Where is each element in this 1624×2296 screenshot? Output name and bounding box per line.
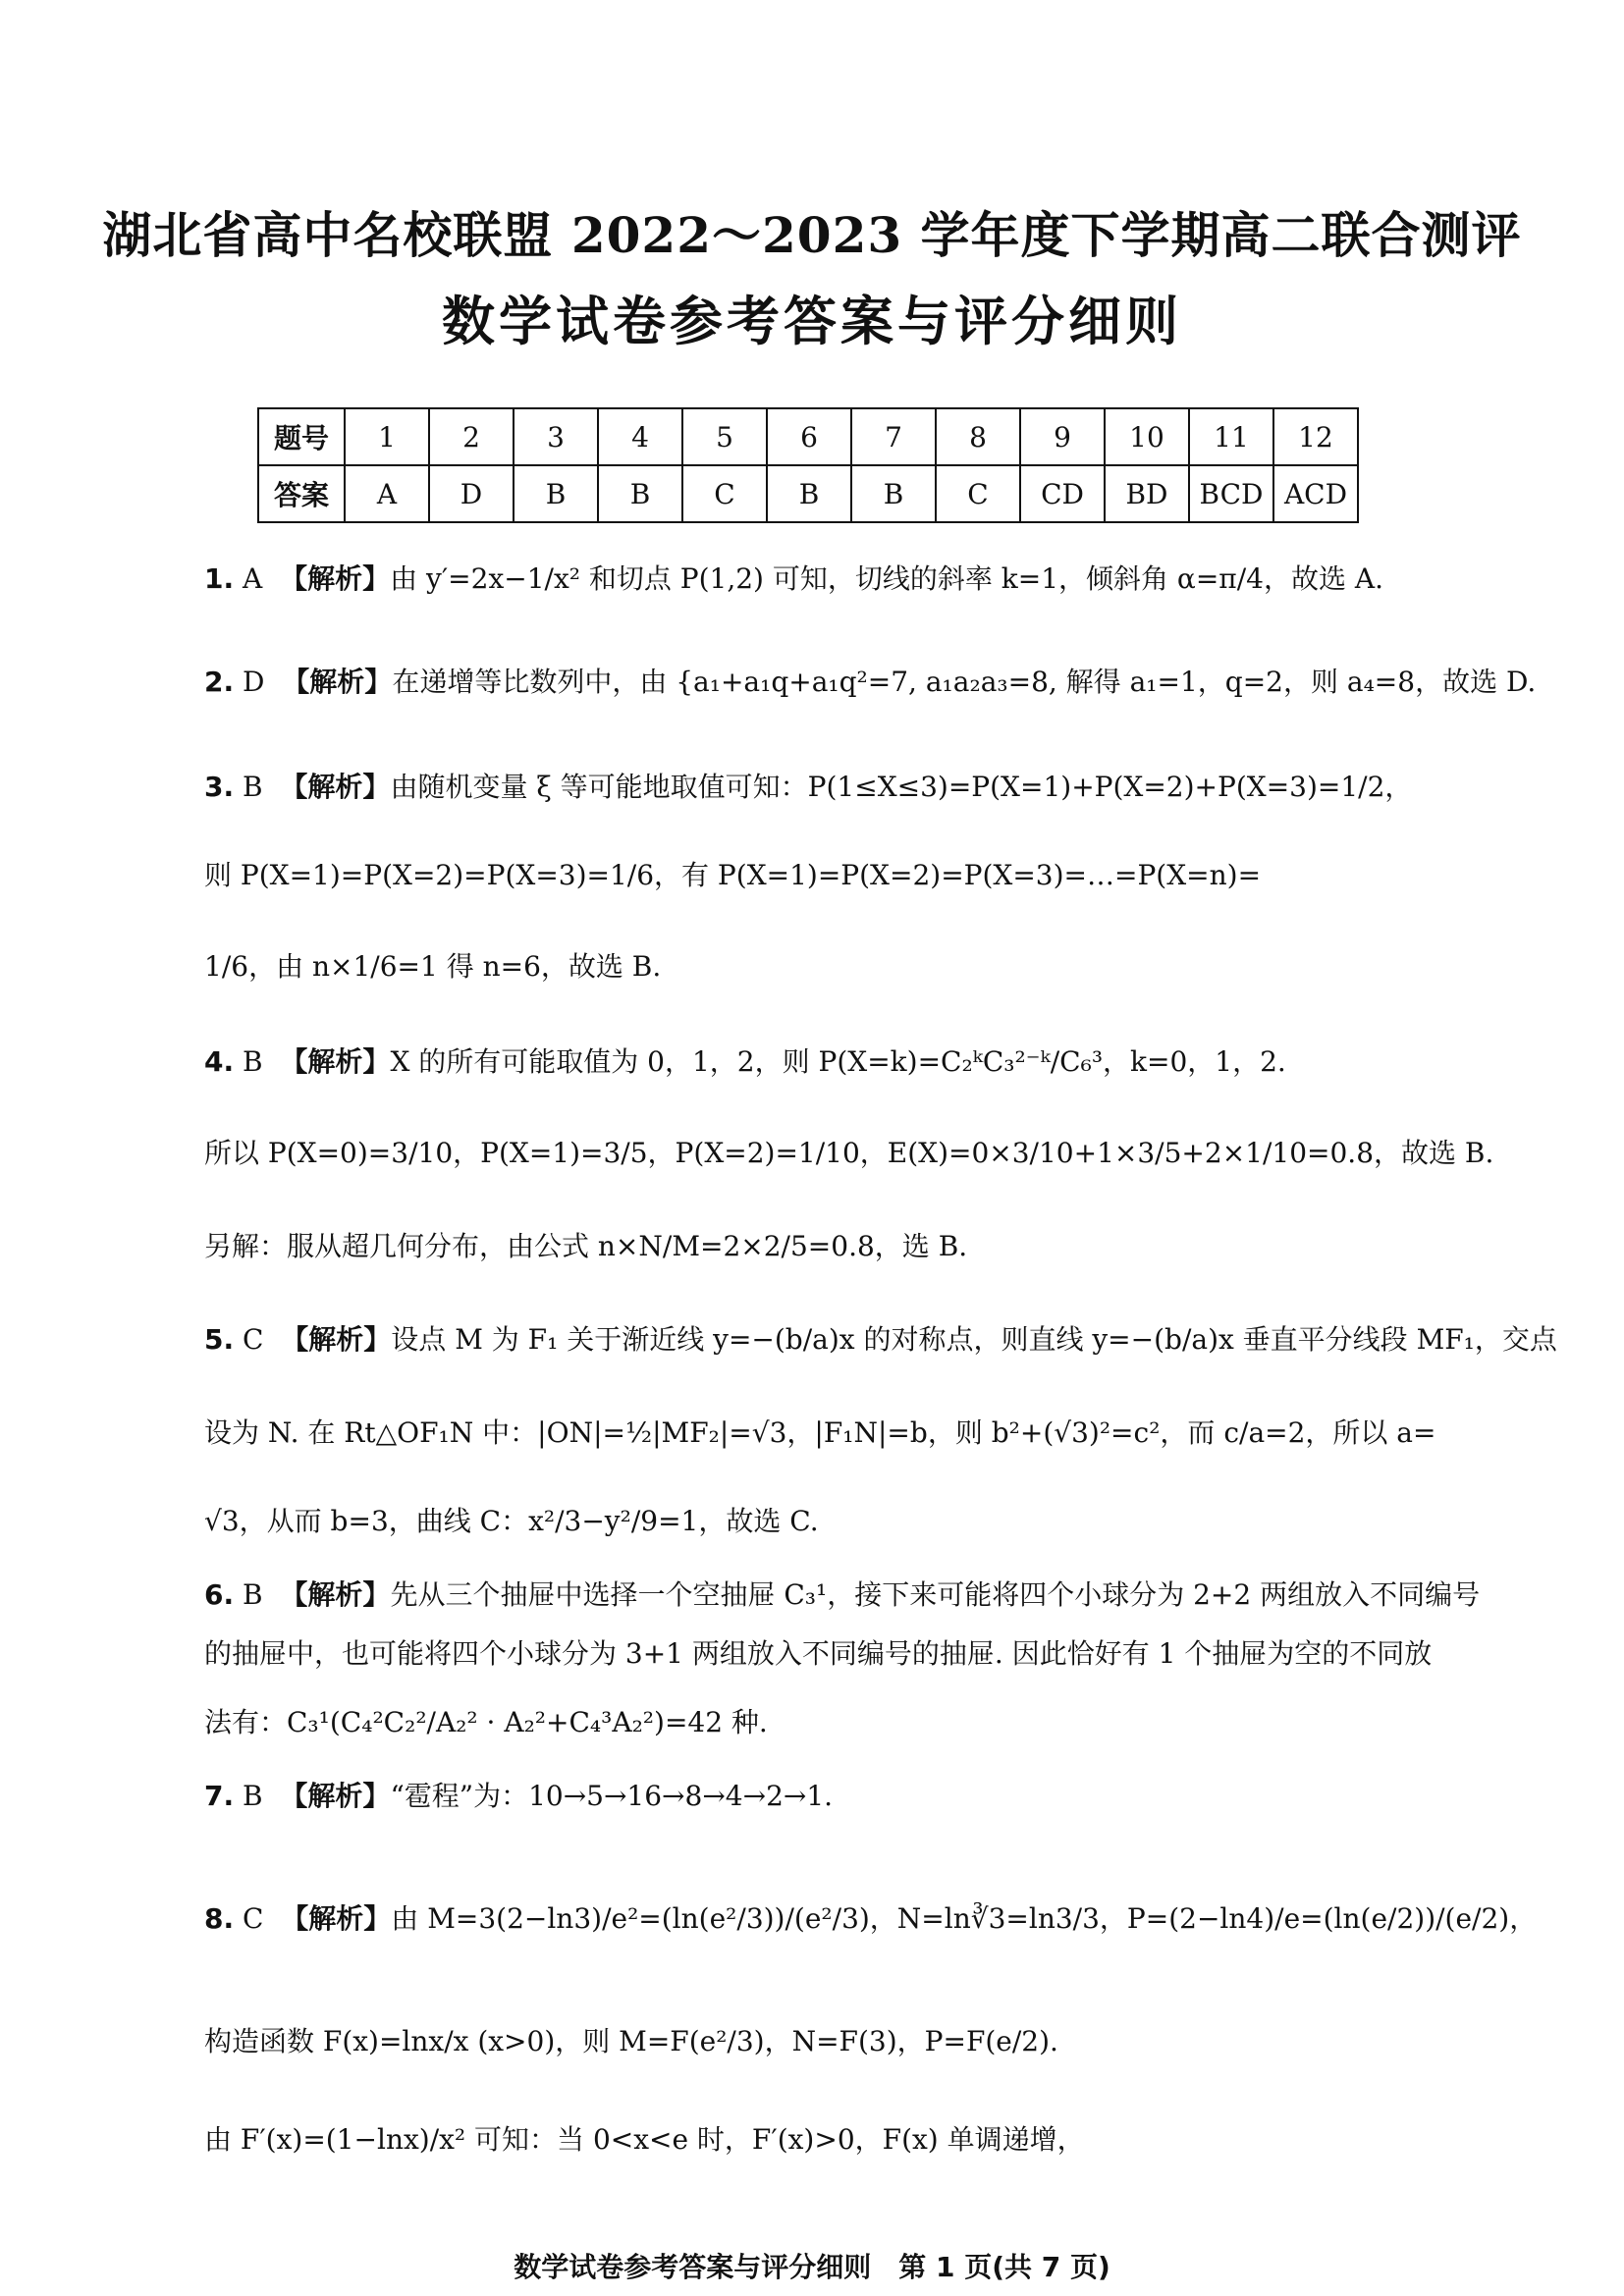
- item-number: 1.: [204, 562, 235, 595]
- analysis-tag: 【解析】: [281, 1902, 392, 1935]
- table-cell: 12: [1273, 408, 1358, 465]
- solution-8-line-3: 由 F′(x)=(1−lnx)/x² 可知：当 0<x<e 时，F′(x)>0，F(x) 单调递增，: [204, 2123, 1085, 2156]
- item-number: 7.: [204, 1780, 235, 1812]
- solution-text: 由 y′=2x−1/x² 和切点 P(1,2) 可知，切线的斜率 k=1，倾斜角 α=π/4，故选 A.: [390, 562, 1383, 595]
- table-cell: 9: [1020, 408, 1105, 465]
- table-cell: B: [514, 465, 598, 522]
- solution-text: 由随机变量 ξ 等可能地取值可知：P(1≤X≤3)=P(X=1)+P(X=2)+P(X=3)=1/2，: [390, 771, 1413, 803]
- analysis-tag: 【解析】: [280, 771, 391, 803]
- table-row: [258, 408, 1358, 465]
- solution-1: [204, 560, 1471, 599]
- solution-6-line-2: 的抽屉中，也可能将四个小球分为 3+1 两组放入不同编号的抽屉. 因此恰好有 1 个抽屉为空的不同放: [204, 1637, 1433, 1670]
- page-footer: 数学试卷参考答案与评分细则 第 1 页(共 7 页): [514, 2251, 1110, 2283]
- table-cell: 7: [851, 408, 936, 465]
- solution-text: X 的所有可能取值为 0，1，2，则 P(X=k)=C₂ᵏC₃²⁻ᵏ/C₆³，k=0，1，2.: [390, 1045, 1286, 1078]
- item-number: 2.: [204, 666, 235, 698]
- item-answer: C: [243, 1323, 264, 1356]
- table-cell: B: [598, 465, 682, 522]
- table-cell: 8: [936, 408, 1020, 465]
- table-cell: B: [767, 465, 851, 522]
- table-cell: 11: [1189, 408, 1273, 465]
- solution-3-line-2: 则 P(X=1)=P(X=2)=P(X=3)=1/6，有 P(X=1)=P(X=2)=P(X=3)=…=P(X=n)=: [204, 859, 1262, 891]
- item-answer: C: [243, 1902, 264, 1935]
- item-answer: D: [243, 666, 265, 698]
- solution-4: [204, 1042, 1471, 1082]
- solution-3-line-3: 1/6，由 n×1/6=1 得 n=6，故选 B.: [204, 950, 662, 983]
- answer-table: [257, 407, 1359, 523]
- analysis-tag: 【解析】: [280, 1780, 391, 1812]
- item-number: 8.: [204, 1902, 235, 1935]
- solution-4-line-2: 所以 P(X=0)=3/10，P(X=1)=3/5，P(X=2)=1/10，E(X)=0×3/10+1×3/5+2×1/10=0.8，故选 B.: [204, 1137, 1494, 1169]
- solution-5: [204, 1320, 1557, 1360]
- solution-3: [204, 768, 1471, 807]
- solution-5-line-3: √3，从而 b=3，曲线 C：x²/3−y²/9=1，故选 C.: [204, 1505, 819, 1537]
- table-cell: C: [682, 465, 767, 522]
- solution-6: [204, 1575, 1481, 1615]
- table-cell: CD: [1020, 465, 1105, 522]
- analysis-tag: 【解析】: [280, 1578, 391, 1611]
- item-answer: B: [243, 1045, 263, 1078]
- solution-text: “雹程”为：10→5→16→8→4→2→1.: [390, 1780, 834, 1812]
- solution-text: 在递增等比数列中，由 {a₁+a₁q+a₁q²=7, a₁a₂a₃=8, 解得 a₁=1，q=2，则 a₄=8，故选 D.: [392, 666, 1537, 698]
- solution-4-line-3: 另解：服从超几何分布，由公式 n×N/M=2×2/5=0.8，选 B.: [204, 1230, 968, 1262]
- item-answer: B: [243, 771, 263, 803]
- table-row: [258, 465, 1358, 522]
- analysis-tag: 【解析】: [280, 1045, 391, 1078]
- solution-5-line-2: 设为 N. 在 Rt△OF₁N 中：|ON|=½|MF₂|=√3，|F₁N|=b，则 b²+(√3)²=c²，而 c/a=2，所以 a=: [204, 1416, 1436, 1449]
- solution-7: [204, 1777, 1471, 1816]
- table-header-cell: 题号: [258, 408, 345, 465]
- solution-2: [204, 663, 1537, 702]
- table-cell: ACD: [1273, 465, 1358, 522]
- solution-8-line-2: 构造函数 F(x)=lnx/x (x>0)，则 M=F(e²/3)，N=F(3)，P=F(e/2).: [204, 2025, 1058, 2057]
- table-header-cell: 答案: [258, 465, 345, 522]
- table-cell: 5: [682, 408, 767, 465]
- item-number: 6.: [204, 1578, 235, 1611]
- table-cell: 3: [514, 408, 598, 465]
- table-cell: 10: [1105, 408, 1189, 465]
- solution-text: 先从三个抽屉中选择一个空抽屉 C₃¹，接下来可能将四个小球分为 2+2 两组放入不同编号: [390, 1578, 1481, 1611]
- item-answer: B: [243, 1780, 263, 1812]
- page-title: 湖北省高中名校联盟 2022～2023 学年度下学期高二联合测评: [102, 206, 1522, 264]
- item-answer: A: [243, 562, 263, 595]
- item-number: 4.: [204, 1045, 235, 1078]
- solution-text: 由 M=3(2−ln3)/e²=(ln(e²/3))/(e²/3)，N=ln∛3=ln3/3，P=(2−ln4)/e=(ln(e/2))/(e/2)，: [391, 1902, 1538, 1935]
- page-subtitle: 数学试卷参考答案与评分细则: [442, 291, 1182, 352]
- table-cell: D: [429, 465, 514, 522]
- table-cell: 2: [429, 408, 514, 465]
- table-cell: 6: [767, 408, 851, 465]
- analysis-tag: 【解析】: [281, 1323, 392, 1356]
- analysis-tag: 【解析】: [282, 666, 393, 698]
- analysis-tag: 【解析】: [280, 562, 391, 595]
- table-cell: 4: [598, 408, 682, 465]
- item-answer: B: [243, 1578, 263, 1611]
- table-cell: C: [936, 465, 1020, 522]
- table-cell: A: [345, 465, 429, 522]
- solution-6-line-3: 法有：C₃¹(C₄²C₂²/A₂² · A₂²+C₄³A₂²)=42 种.: [204, 1706, 768, 1738]
- table-cell: BCD: [1189, 465, 1273, 522]
- item-number: 5.: [204, 1323, 235, 1356]
- solution-8: [204, 1899, 1538, 1939]
- solution-text: 设点 M 为 F₁ 关于渐近线 y=−(b/a)x 的对称点，则直线 y=−(b/a)x 垂直平分线段 MF₁，交点: [391, 1323, 1557, 1356]
- item-number: 3.: [204, 771, 235, 803]
- table-cell: B: [851, 465, 936, 522]
- table-cell: BD: [1105, 465, 1189, 522]
- table-cell: 1: [345, 408, 429, 465]
